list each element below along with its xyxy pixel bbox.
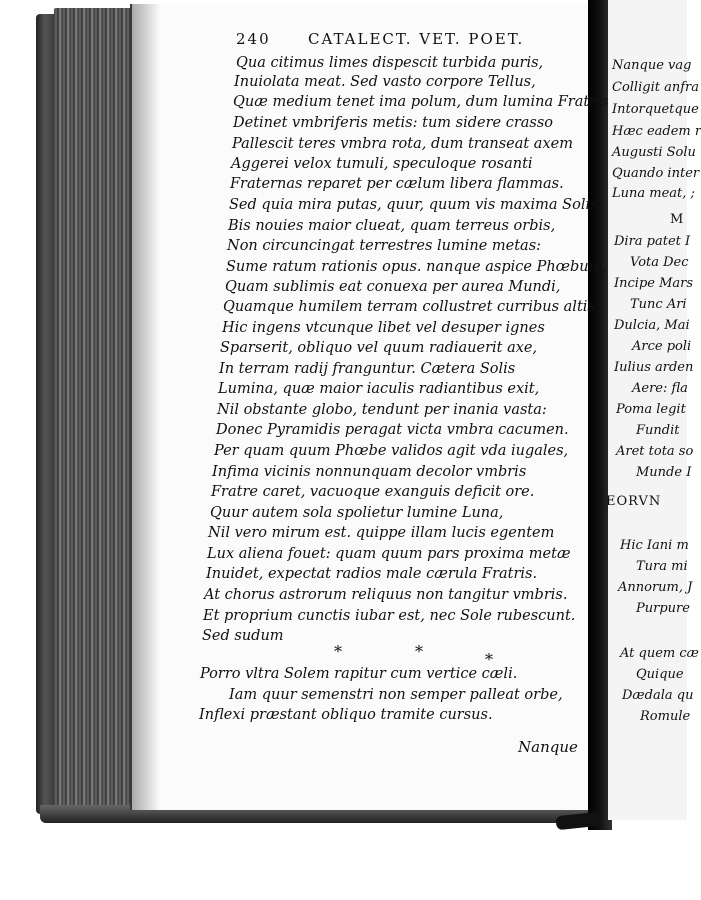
verse-line: Bis nouies maior clueat, quam terreus orbis,: [228, 218, 556, 234]
facing-page-line: Nanque vag: [612, 58, 692, 73]
asterisk: *: [485, 650, 493, 669]
verse-line: Quam sublimis eat conuexa per aurea Mundi,: [225, 279, 561, 295]
facing-page-line: Intorquetque: [612, 102, 699, 117]
facing-page-line: Arce poli: [632, 339, 692, 354]
asterisk: *: [334, 642, 342, 661]
facing-page-line: Munde I: [636, 465, 692, 480]
facing-page-line: Luna meat, ;: [612, 186, 695, 201]
verse-line: Lumina, quæ maior iaculis radiantibus exit,: [218, 381, 540, 397]
facing-page-line: Aret tota so: [616, 444, 694, 459]
verse-line: Non circuncingat terrestres lumine metas:: [227, 238, 542, 254]
facing-page-line: Vota Dec: [630, 255, 689, 270]
verse-line: Iam quur semenstri non semper palleat orbe,: [229, 687, 563, 703]
facing-page-line: Hic Iani m: [620, 538, 689, 553]
facing-page-line: Poma legit: [616, 402, 686, 417]
facing-page-line: EORVN: [606, 494, 662, 509]
verse-line: Quur autem sola spolietur lumine Luna,: [210, 505, 504, 521]
facing-page-line: Dædala qu: [622, 688, 694, 703]
verse-line: Lux aliena fouet: quam quum pars proxima metæ: [207, 546, 571, 562]
verse-line: Pallescit teres vmbra rota, dum transeat axem: [232, 136, 573, 152]
verse-line: Sed sudum: [202, 628, 284, 644]
verse-line: Quamque humilem terram collustret curribus altis:: [223, 299, 600, 315]
verse-line: Donec Pyramidis peragat victa vmbra cacumen.: [216, 422, 569, 438]
page-stack-edge: [54, 8, 136, 816]
page-shadow: [130, 4, 160, 810]
verse-line: Et proprium cunctis iubar est, nec Sole rubescunt.: [203, 608, 576, 624]
facing-page-line: Annorum, J: [618, 580, 693, 595]
page-number: 240: [236, 30, 271, 48]
verse-line: Hic ingens vtcunque libet vel desuper ignes: [222, 320, 545, 336]
facing-page-line: Quique: [636, 667, 684, 682]
verse-line: Aggerei velox tumuli, speculoque rosanti: [231, 156, 533, 172]
verse-line: Fraternas reparet per cælum libera flammas.: [230, 176, 564, 192]
verse-line: Porro vltra Solem rapitur cum vertice cæli.: [200, 666, 518, 682]
verse-line: Detinet vmbriferis metis: tum sidere crasso: [233, 115, 554, 131]
asterisk: *: [415, 642, 423, 661]
facing-page-line: Dira patet I: [614, 234, 691, 249]
facing-page-line: Aere: fla: [632, 381, 688, 396]
verse-line: Quæ medium tenet ima polum, dum lumina Fratris: [233, 94, 609, 110]
verse-line: Inuidet, expectat radios male cærula Fratris.: [206, 566, 538, 582]
verse-line: In terram radij franguntur. Cætera Solis: [219, 361, 516, 377]
running-title: CATALECT. VET. POET.: [308, 30, 525, 48]
facing-page-line: Romule: [640, 709, 691, 724]
facing-page-line: Hæc eadem r: [612, 124, 701, 139]
verse-line: Sed quia mira putas, quur, quum vis maxima Solis: [229, 197, 598, 213]
facing-page-line: Tunc Ari: [630, 297, 687, 312]
verse-line: Sume ratum rationis opus. nanque aspice Phœbum,: [226, 259, 607, 275]
verse-line: Sparserit, obliquo vel quum radiauerit axe,: [220, 340, 538, 356]
verse-line: Infima vicinis nonnunquam decolor vmbris: [212, 464, 527, 480]
verse-line: Inuiolata meat. Sed vasto corpore Tellus,: [234, 74, 536, 90]
facing-page-line: Colligit anfra: [612, 80, 699, 95]
facing-page-line: Tura mi: [636, 559, 688, 574]
running-header: [236, 30, 586, 52]
catchword: Nanque: [518, 738, 578, 756]
facing-page-line: Purpure: [636, 601, 690, 616]
verse-line: Per quam quum Phœbe validos agit vda iugales,: [214, 443, 569, 459]
verse-line: Nil obstante globo, tendunt per inania vasta:: [217, 402, 547, 418]
facing-page-line: Quando inter: [612, 166, 700, 181]
verse-line: Nil vero mirum est. quippe illam lucis egentem: [208, 525, 555, 541]
verse-line: At chorus astrorum reliquus non tangitur vmbris.: [204, 587, 568, 603]
facing-page-line: Fundit: [636, 423, 680, 438]
facing-page-line: M: [670, 212, 685, 227]
facing-page-line: Dulcia, Mai: [614, 318, 690, 333]
facing-page-line: Iulius arden: [614, 360, 694, 375]
facing-page-line: At quem cæ: [620, 646, 699, 661]
verse-line: Qua citimus limes dispescit turbida puris,: [236, 55, 544, 71]
facing-page-line: Augusti Solu: [612, 145, 696, 160]
verse-line: Fratre caret, vacuoque exanguis deficit ore.: [211, 484, 535, 500]
verse-line: Inflexi præstant obliquo tramite cursus.: [199, 707, 493, 723]
facing-page-line: Incipe Mars: [614, 276, 694, 291]
